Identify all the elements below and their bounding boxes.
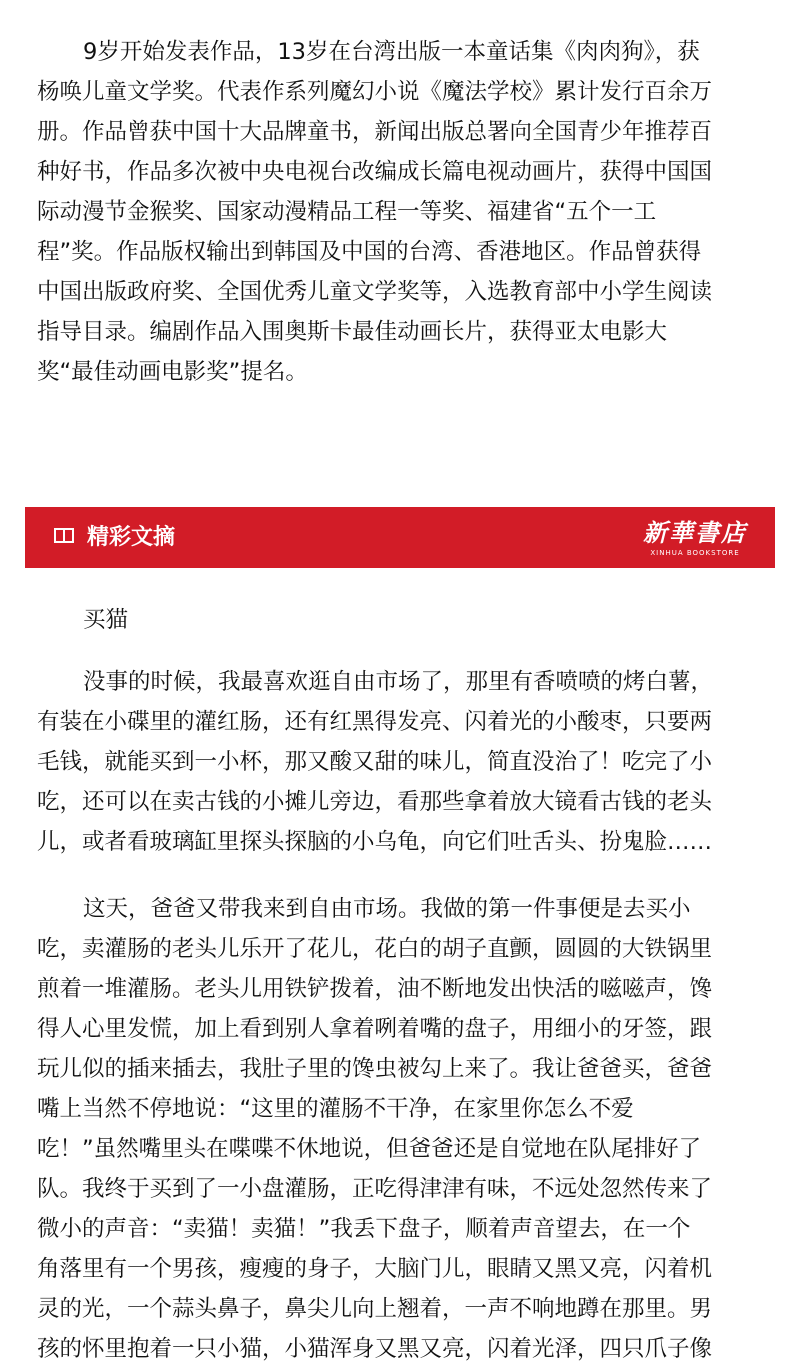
text-line: 吃，还可以在卖古钱的小摊儿旁边，看那些拿着放大镜看古钱的老头 xyxy=(37,789,713,815)
book-icon xyxy=(54,528,74,543)
text-line: 吃，卖灌肠的老头儿乐开了花儿，花白的胡子直颤，圆圆的大铁锅里 xyxy=(37,936,713,962)
text-line: 煎着一堆灌肠。老头儿用铁铲拨着，油不断地发出快活的嗞嗞声，馋 xyxy=(37,976,713,1002)
text-line: 指导目录。编剧作品入围奥斯卡最佳动画长片，获得亚太电影大 xyxy=(37,319,668,345)
text-line: 册。作品曾获中国十大品牌童书，新闻出版总署向全国青少年推荐百 xyxy=(37,119,713,145)
text-line: 际动漫节金猴奖、国家动漫精品工程一等奖、福建省“五个一工 xyxy=(37,199,657,225)
text-line: 角落里有一个男孩，瘦瘦的身子，大脑门儿，眼睛又黑又亮，闪着机 xyxy=(37,1256,713,1282)
text-line: 吃！”虽然嘴里头在喋喋不休地说，但爸爸还是自觉地在队尾排好了 xyxy=(37,1136,702,1162)
text-line: 微小的声音：“卖猫！卖猫！”我丢下盘子，顺着声音望去，在一个 xyxy=(37,1216,691,1242)
text-line: 这天，爸爸又带我来到自由市场。我做的第一件事便是去买小 xyxy=(83,896,691,922)
text-line: 没事的时候，我最喜欢逛自由市场了，那里有香喷喷的烤白薯， xyxy=(83,669,714,695)
text-line: 程”奖。作品版权输出到韩国及中国的台湾、香港地区。作品曾获得 xyxy=(37,239,702,265)
text-line: 有装在小碟里的灌红肠，还有红黑得发亮、闪着光的小酸枣，只要两 xyxy=(37,709,713,735)
author-bio xyxy=(37,32,767,392)
section-title: 精彩文摘 xyxy=(87,525,176,550)
logo-text: 新華書店 xyxy=(643,518,747,547)
text-line: 嘴上当然不停地说：“这里的灌肠不干净，在家里你怎么不爱 xyxy=(37,1096,634,1122)
text-line: 灵的光，一个蒜头鼻子，鼻尖儿向上翘着，一声不响地蹲在那里。男 xyxy=(37,1296,713,1322)
text-line: 杨唤儿童文学奖。代表作系列魔幻小说《魔法学校》累计发行百余万 xyxy=(37,79,713,105)
text-line: 队。我终于买到了一小盘灌肠，正吃得津津有味，不远处忽然传来了 xyxy=(37,1176,713,1202)
text-line: 得人心里发慌，加上看到别人拿着咧着嘴的盘子，用细小的牙签，跟 xyxy=(37,1016,713,1042)
text-line: 9岁开始发表作品，13岁在台湾出版一本童话集《肉肉狗》，获 xyxy=(83,39,700,65)
text-line: 孩的怀里抱着一只小猫，小猫浑身又黑又亮，闪着光泽，四只爪子像 xyxy=(37,1336,713,1362)
text-line: 种好书，作品多次被中央电视台改编成长篇电视动画片，获得中国国 xyxy=(37,159,713,185)
text-line: 玩儿似的插来插去，我肚子里的馋虫被勾上来了。我让爸爸买，爸爸 xyxy=(37,1056,713,1082)
text-line: 奖“最佳动画电影奖”提名。 xyxy=(37,359,308,385)
logo-subtext: XINHUA BOOKSTORE xyxy=(650,549,740,557)
excerpt-title: 买猫 xyxy=(83,607,129,633)
text-line: 毛钱，就能买到一小杯，那又酸又甜的味儿，简直没治了！吃完了小 xyxy=(37,749,713,775)
excerpt-title-block xyxy=(37,600,767,640)
section-banner xyxy=(25,507,775,568)
text-line: 儿，或者看玻璃缸里探头探脑的小乌龟，向它们吐舌头、扮鬼脸…… xyxy=(37,829,713,855)
excerpt-paragraph-2 xyxy=(37,889,767,1369)
text-line: 中国出版政府奖、全国优秀儿童文学奖等，入选教育部中小学生阅读 xyxy=(37,279,713,305)
xinhua-logo xyxy=(643,513,747,557)
excerpt-paragraph-1 xyxy=(37,662,767,862)
